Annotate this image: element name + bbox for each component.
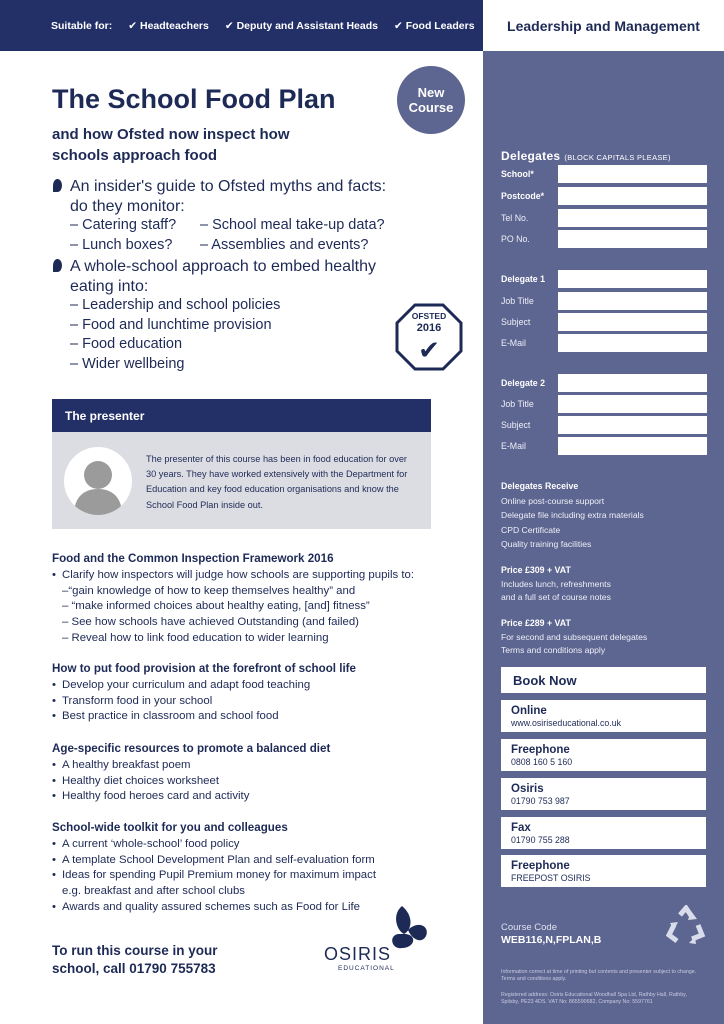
embed-item: – Food education bbox=[70, 336, 183, 352]
key-point-whole-school: A whole-school approach to embed healthy eating into: bbox=[52, 257, 392, 296]
book-option-online[interactable]: Online www.osiriseducational.co.uk bbox=[501, 700, 706, 732]
list-item: – “make informed choices about healthy eating, [and] fitness” bbox=[62, 600, 370, 613]
list-item: • Develop your curriculum and adapt food teaching bbox=[52, 678, 442, 694]
monitor-row: – Catering staff? – School meal take-up data? bbox=[70, 217, 385, 233]
list-item: • A template School Development Plan and self-evaluation form bbox=[52, 853, 442, 869]
price-subsequent-delegates: Price £289 + VAT For second and subsequent delegates Terms and conditions apply bbox=[501, 618, 648, 655]
delegate-1-email-input[interactable] bbox=[558, 334, 707, 352]
section-food-provision bbox=[52, 661, 442, 725]
book-option-fax[interactable]: Fax 01790 755 288 bbox=[501, 817, 706, 849]
receive-item: Online post-course support bbox=[501, 495, 605, 506]
list-item: • Healthy food heroes card and activity bbox=[52, 789, 442, 805]
list-item: – See how schools have achieved Outstanding (and failed) bbox=[62, 616, 359, 629]
book-now-button[interactable]: Book Now bbox=[501, 667, 706, 693]
course-code: Course Code WEB116,N,FPLAN,B bbox=[501, 922, 602, 946]
audience-headteachers: ✔ Headteachers bbox=[128, 19, 209, 32]
delegate-1-name-input[interactable] bbox=[558, 270, 707, 288]
speech-bullet-icon bbox=[53, 179, 62, 192]
person-silhouette-icon bbox=[64, 447, 132, 515]
section-heading: Food and the Common Inspection Framework 2016 bbox=[52, 552, 334, 565]
check-icon: ✔ bbox=[418, 336, 440, 366]
list-item: • A current ‘whole-school’ food policy bbox=[52, 837, 442, 853]
field-delegate-2: Delegate 2 bbox=[501, 374, 707, 392]
delegate-2-job-title-input[interactable] bbox=[558, 395, 707, 413]
field-d1-job-title: Job Title bbox=[501, 292, 707, 310]
list-item: – Reveal how to link food education to wider learning bbox=[62, 631, 329, 644]
section-age-resources bbox=[52, 741, 442, 805]
postcode-input[interactable] bbox=[558, 187, 707, 205]
field-d2-job-title: Job Title bbox=[501, 395, 707, 413]
speech-bullet-icon bbox=[53, 259, 62, 272]
new-course-badge: New Course bbox=[397, 66, 465, 134]
presenter-panel bbox=[52, 432, 431, 529]
delegate-2-email-input[interactable] bbox=[558, 437, 707, 455]
book-option-freephone[interactable]: Freephone 0808 160 5 160 bbox=[501, 739, 706, 771]
section-heading: Age-specific resources to promote a balanced diet bbox=[52, 742, 331, 755]
book-option-osiris[interactable]: Osiris 01790 753 987 bbox=[501, 778, 706, 810]
price-first-delegate: Price £309 + VAT Includes lunch, refreshments and a full set of course notes bbox=[501, 565, 611, 602]
monitor-row: – Lunch boxes? – Assemblies and events? bbox=[70, 236, 369, 253]
field-tel: Tel No. bbox=[501, 209, 707, 227]
field-d2-email: E-Mail bbox=[501, 437, 707, 455]
page-title: The School Food Plan bbox=[52, 84, 336, 114]
delegate-1-job-title-input[interactable] bbox=[558, 292, 707, 310]
receive-item: Quality training facilities bbox=[501, 539, 592, 549]
embed-item: – Leadership and school policies bbox=[70, 297, 281, 313]
list-item: • Best practice in classroom and school food bbox=[52, 709, 442, 725]
registered-address: Registered address: Osiris Educational Woodhall Spa Ltd, Rathby Hall, Rathby, Spilsby, PE23 4DS. VAT No: 865590682, Company No: 5597761 bbox=[501, 992, 687, 1006]
field-d1-subject: Subject bbox=[501, 313, 707, 331]
delegate-2-name-input[interactable] bbox=[558, 374, 707, 392]
category-label: Leadership and Management bbox=[483, 0, 724, 51]
field-po: PO No. bbox=[501, 230, 707, 248]
delegate-2-subject-input[interactable] bbox=[558, 416, 707, 434]
audience-prefix: Suitable for: bbox=[51, 19, 113, 32]
key-point-ofsted: An insider's guide to Ofsted myths and facts: do they monitor: bbox=[52, 177, 392, 216]
osiris-sub: EDUCATIONAL bbox=[338, 965, 395, 972]
receive-item: Delegate file including extra materials bbox=[501, 510, 644, 520]
po-input[interactable] bbox=[558, 230, 707, 248]
call-to-run-course: To run this course in your school, call 01790 755783 bbox=[52, 943, 218, 976]
embed-item: – Food and lunchtime provision bbox=[70, 316, 272, 333]
list-item: e.g. breakfast and after school clubs bbox=[62, 885, 245, 898]
section-heading: School-wide toolkit for you and colleagues bbox=[52, 821, 288, 834]
audience-food-leaders: ✔ Food Leaders bbox=[393, 19, 475, 32]
audience-deputy-heads: ✔ Deputy and Assistant Heads bbox=[224, 19, 378, 32]
book-option-freepost[interactable]: Freephone FREEPOST OSIRIS bbox=[501, 855, 706, 887]
list-item: • Awards and quality assured schemes such as Food for Life bbox=[52, 900, 442, 916]
presenter-bio: The presenter of this course has been in food education for over 30 years. They have worked extensively with the Department for Education and key food education organisations and know the School Food Plan inside out. bbox=[146, 454, 408, 510]
page-subtitle: and how Ofsted now inspect how schools approach food bbox=[52, 126, 290, 164]
delegates-heading: Delegates (BLOCK CAPITALS PLEASE) bbox=[501, 149, 671, 163]
key-points bbox=[52, 177, 392, 374]
section-inspection-framework bbox=[52, 551, 442, 647]
osiris-wordmark: OSIRIS bbox=[324, 944, 392, 964]
field-delegate-1: Delegate 1 bbox=[501, 270, 707, 288]
delegate-1-subject-input[interactable] bbox=[558, 313, 707, 331]
field-d1-email: E-Mail bbox=[501, 334, 707, 352]
list-item: • Clarify how inspectors will judge how schools are supporting pupils to: bbox=[52, 568, 442, 584]
tel-input[interactable] bbox=[558, 209, 707, 227]
embed-item: – Wider wellbeing bbox=[70, 355, 185, 372]
field-postcode: Postcode* bbox=[501, 187, 707, 205]
recycle-icon bbox=[665, 905, 707, 947]
ofsted-2016-badge bbox=[395, 303, 463, 371]
audience-bar bbox=[0, 0, 483, 51]
list-item: • A healthy breakfast poem bbox=[52, 758, 442, 774]
field-school: School* bbox=[501, 165, 707, 183]
section-heading: How to put food provision at the forefront of school life bbox=[52, 662, 356, 675]
field-d2-subject: Subject bbox=[501, 416, 707, 434]
delegates-receive: Delegates Receive Online post-course support Delegate file including extra materials CPD Certificate Quality training facilities bbox=[501, 481, 644, 549]
presenter-heading: The presenter bbox=[52, 399, 431, 432]
school-input[interactable] bbox=[558, 165, 707, 183]
list-item: –“gain knowledge of how to keep themselves healthy” and bbox=[62, 584, 356, 597]
ofsted-label: OFSTED bbox=[411, 311, 447, 321]
receive-item: CPD Certificate bbox=[501, 524, 561, 535]
ofsted-year: 2016 bbox=[416, 322, 442, 334]
disclaimer: Information correct at time of printing but contents and presenter subject to change. Terms and conditions apply. bbox=[501, 969, 697, 983]
list-item: • Transform food in your school bbox=[52, 694, 442, 710]
list-item: • Ideas for spending Pupil Premium money for maximum impact bbox=[52, 868, 442, 884]
list-item: • Healthy diet choices worksheet bbox=[52, 774, 442, 790]
presenter-avatar bbox=[64, 447, 132, 515]
